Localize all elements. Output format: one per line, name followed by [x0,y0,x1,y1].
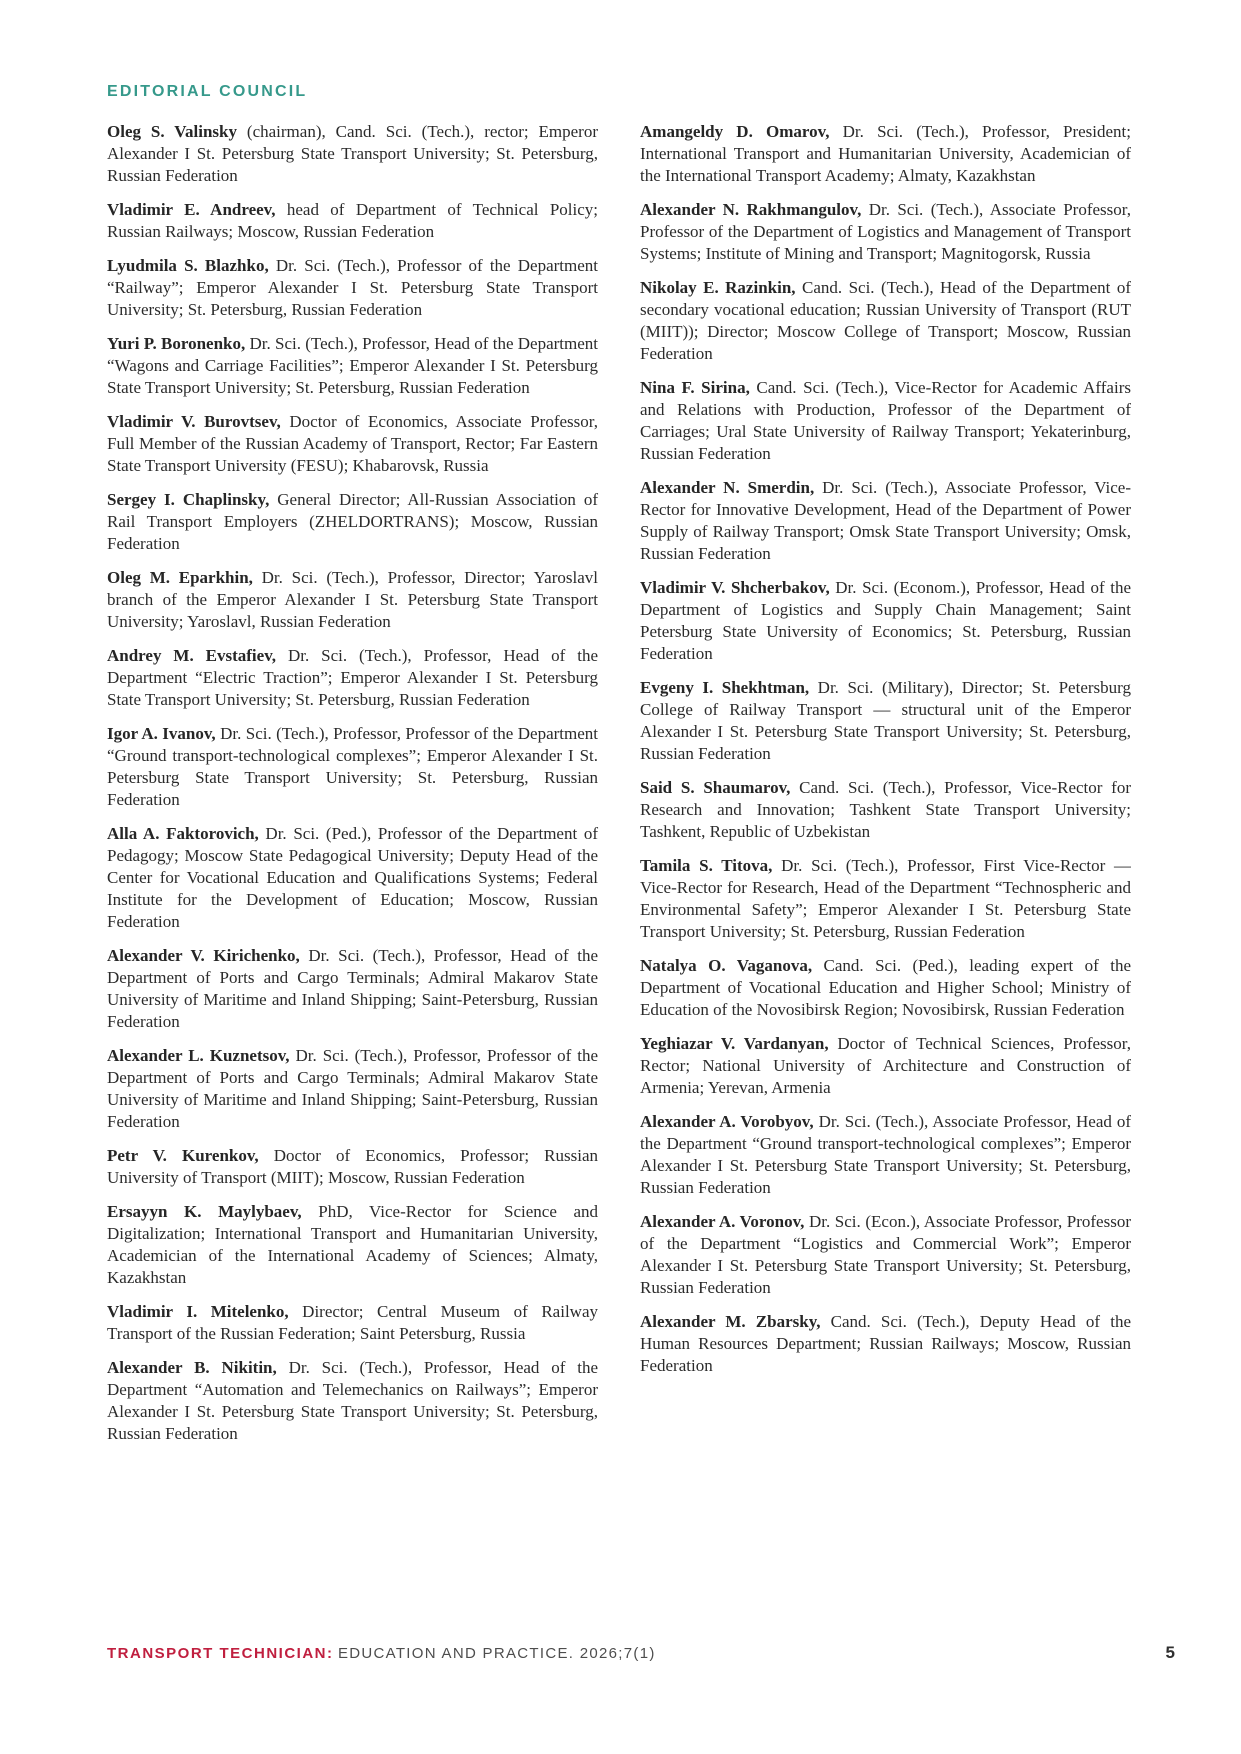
journal-name: TRANSPORT TECHNICIAN: [107,1645,334,1662]
council-member [107,489,598,555]
member-name: Andrey M. Evstafiev, [107,646,277,665]
member-details: Dr. Sci. (Tech.), Professor, Director; Yaroslavl branch of the Emperor Alexander I St. Petersburg State Transport University; Yaroslavl, Russian Federation [107,568,598,631]
left-column [107,121,598,1631]
member-details: Director; Central Museum of Railway Transport of the Russian Federation; Saint Petersburg, Russia [107,1302,598,1343]
member-name: Natalya O. Vaganova, [640,956,813,975]
member-name: Nina F. Sirina, [640,378,750,397]
member-name: Vladimir E. Andreev, [107,200,276,219]
council-member [640,855,1131,943]
council-member [107,645,598,711]
council-member [107,1357,598,1445]
member-details: Dr. Sci. (Tech.), Associate Professor, Vice-Rector for Innovative Development, Head of the Department of Power Supply of Railway Transport; Omsk State Transport University; Omsk, Russian Federation [640,478,1131,563]
member-name: Lyudmila S. Blazhko, [107,256,269,275]
council-member [640,1111,1131,1199]
council-member [107,823,598,933]
member-details: Dr. Sci. (Econom.), Professor, Head of the Department of Logistics and Supply Chain Management; Saint Petersburg State University of Economics; St. Petersburg, Russian Federation [640,578,1131,663]
member-details: Dr. Sci. (Tech.), Professor, Head of the Department of Ports and Cargo Terminals; Admiral Makarov State University of Maritime and Inland Shipping; Saint-Petersburg, Russian Federation [107,946,599,1031]
council-member [640,1211,1131,1299]
member-name: Vladimir I. Mitelenko, [107,1302,289,1321]
council-member [640,677,1131,765]
member-details: Dr. Sci. (Tech.), Associate Professor, Head of the Department “Ground transport-technological complexes”; Emperor Alexander I St. Petersburg State Transport University; St. Petersburg, Russian Federation [640,1112,1131,1197]
council-member [640,377,1131,465]
member-details: Cand. Sci. (Tech.), Head of the Department of secondary vocational education; Russian University of Transport (RUT (MIIT)); Director; Moscow College of Transport; Moscow, Russian Federation [640,278,1131,363]
member-details: Doctor of Technical Sciences, Professor, Rector; National University of Architecture and Construction of Armenia; Yerevan, Armenia [640,1034,1131,1097]
member-details: Doctor of Economics, Associate Professor, Full Member of the Russian Academy of Transport, Rector; Far Eastern State Transport University (FESU); Khabarovsk, Russia [107,412,599,475]
page-footer [107,1643,1175,1663]
member-details: General Director; All-Russian Association of Rail Transport Employers (ZHELDORTRANS); Moscow, Russian Federation [107,490,598,553]
council-member [107,121,598,187]
council-member [640,277,1131,365]
council-member [107,567,598,633]
member-name: Sergey I. Chaplinsky, [107,490,270,509]
council-member [107,333,598,399]
editorial-council-list [107,121,1131,1631]
member-details: Dr. Sci. (Tech.), Professor, First Vice-Rector — Vice-Rector for Research, Head of the Department “Technospheric and Environmental Safety”; Emperor Alexander I St. Petersburg State Transport University; St. Petersburg, Russian Federation [640,856,1131,941]
council-member [107,199,598,243]
member-name: Said S. Shaumarov, [640,778,791,797]
member-details: Cand. Sci. (Tech.), Deputy Head of the Human Resources Department; Russian Railways; Moscow, Russian Federation [640,1312,1131,1375]
council-member [107,1301,598,1345]
member-name: Alexander A. Vorobyov, [640,1112,814,1131]
council-member [107,411,598,477]
member-name: Alexander L. Kuznetsov, [107,1046,290,1065]
member-details: head of Department of Technical Policy; Russian Railways; Moscow, Russian Federation [107,200,598,241]
member-name: Alla A. Faktorovich, [107,824,259,843]
council-member [107,255,598,321]
member-name: Amangeldy D. Omarov, [640,122,830,141]
member-details: Dr. Sci. (Tech.), Professor, Professor of the Department “Ground transport-technological complexes”; Emperor Alexander I St. Petersburg State Transport University; St. Petersburg, Russian Federation [107,724,599,809]
member-name: Yuri P. Boronenko, [107,334,246,353]
member-name: Alexander M. Zbarsky, [640,1312,821,1331]
member-details: Dr. Sci. (Ped.), Professor of the Department of Pedagogy; Moscow State Pedagogical University; Deputy Head of the Center for Vocational Education and Qualifications Systems; Federal Institute for the Development of Education; Moscow, Russian Federation [107,824,598,931]
member-details: PhD, Vice-Rector for Science and Digitalization; International Transport and Humanitarian University, Academician of the International Academy of Sciences; Almaty, Kazakhstan [107,1202,598,1287]
member-details: Dr. Sci. (Tech.), Professor, Head of the Department “Automation and Telemechanics on Railways”; Emperor Alexander I St. Petersburg State Transport University; St. Petersburg, Russian Federation [107,1358,599,1443]
member-name: Oleg S. Valinsky [107,122,237,141]
member-details: Dr. Sci. (Econ.), Associate Professor, Professor of the Department “Logistics and Commercial Work”; Emperor Alexander I St. Petersburg State Transport University; St. Petersburg, Russian Federation [640,1212,1131,1297]
member-name: Alexander B. Nikitin, [107,1358,277,1377]
member-details: Cand. Sci. (Ped.), leading expert of the Department of Vocational Education and Higher School; Ministry of Education of the Novosibirsk Region; Novosibirsk, Russian Federation [640,956,1131,1019]
member-details: Cand. Sci. (Tech.), Vice-Rector for Academic Affairs and Relations with Production, Professor of the Department of Carriages; Ural State University of Railway Transport; Yekaterinburg, Russian Federation [640,378,1131,463]
member-name: Alexander V. Kirichenko, [107,946,300,965]
member-details: Cand. Sci. (Tech.), Professor, Vice-Rector for Research and Innovation; Tashkent State Transport University; Tashkent, Republic of Uzbekistan [640,778,1131,841]
footer-journal-line [107,1645,656,1663]
member-details: Doctor of Economics, Professor; Russian University of Transport (MIIT); Moscow, Russian Federation [107,1146,598,1187]
member-details: Dr. Sci. (Tech.), Professor, Head of the Department “Wagons and Carriage Facilities”; Emperor Alexander I St. Petersburg State Transport University; St. Petersburg, Russian Federation [107,334,598,397]
right-column [640,121,1131,1631]
council-member [640,777,1131,843]
member-details: Dr. Sci. (Tech.), Professor, Head of the Department “Electric Traction”; Emperor Alexander I St. Petersburg State Transport University; St. Petersburg, Russian Federation [107,646,599,709]
council-member [107,1045,598,1133]
member-name: Tamila S. Titova, [640,856,773,875]
member-name: Evgeny I. Shekhtman, [640,678,810,697]
member-name: Igor A. Ivanov, [107,724,216,743]
council-member [640,121,1131,187]
council-member [640,1311,1131,1377]
journal-subtitle: EDUCATION AND PRACTICE. 2026;7(1) [337,1645,656,1662]
page-number: 5 [1165,1643,1175,1662]
council-member [640,955,1131,1021]
member-name: Ersayyn K. Maylybaev, [107,1202,302,1221]
member-details: Dr. Sci. (Tech.), Associate Professor, Professor of the Department of Logistics and Management of Transport Systems; Institute of Mining and Transport; Magnitogorsk, Russia [640,200,1131,263]
member-name: Vladimir V. Shcherbakov, [640,578,830,597]
member-name: Nikolay E. Razinkin, [640,278,796,297]
council-member [107,945,598,1033]
member-name: Vladimir V. Burovtsev, [107,412,281,431]
member-details: Dr. Sci. (Tech.), Professor, Professor of the Department of Ports and Cargo Terminals; Admiral Makarov State University of Maritime and Inland Shipping; Saint-Petersburg, Russian Federation [107,1046,599,1131]
council-member [640,577,1131,665]
member-details: (chairman), Cand. Sci. (Tech.), rector; Emperor Alexander I St. Petersburg State Transport University; St. Petersburg, Russian Federation [107,122,598,185]
member-details: Dr. Sci. (Tech.), Professor, President; International Transport and Humanitarian University, Academician of the International Transport Academy; Almaty, Kazakhstan [640,122,1131,185]
council-member [107,1145,598,1189]
council-member [107,1201,598,1289]
council-member [107,723,598,811]
member-details: Dr. Sci. (Military), Director; St. Petersburg College of Railway Transport — structural unit of the Emperor Alexander I St. Petersburg State Transport University; St. Petersburg, Russian Federation [640,678,1131,763]
council-member [640,1033,1131,1099]
member-details: Dr. Sci. (Tech.), Professor of the Department “Railway”; Emperor Alexander I St. Petersburg State Transport University; St. Petersburg, Russian Federation [107,256,598,319]
member-name: Alexander N. Rakhmangulov, [640,200,862,219]
page-title: EDITORIAL COUNCIL [107,82,308,100]
member-name: Petr V. Kurenkov, [107,1146,259,1165]
council-member [640,477,1131,565]
member-name: Alexander N. Smerdin, [640,478,815,497]
member-name: Alexander A. Voronov, [640,1212,805,1231]
member-name: Yeghiazar V. Vardanyan, [640,1034,829,1053]
member-name: Oleg M. Eparkhin, [107,568,253,587]
council-member [640,199,1131,265]
